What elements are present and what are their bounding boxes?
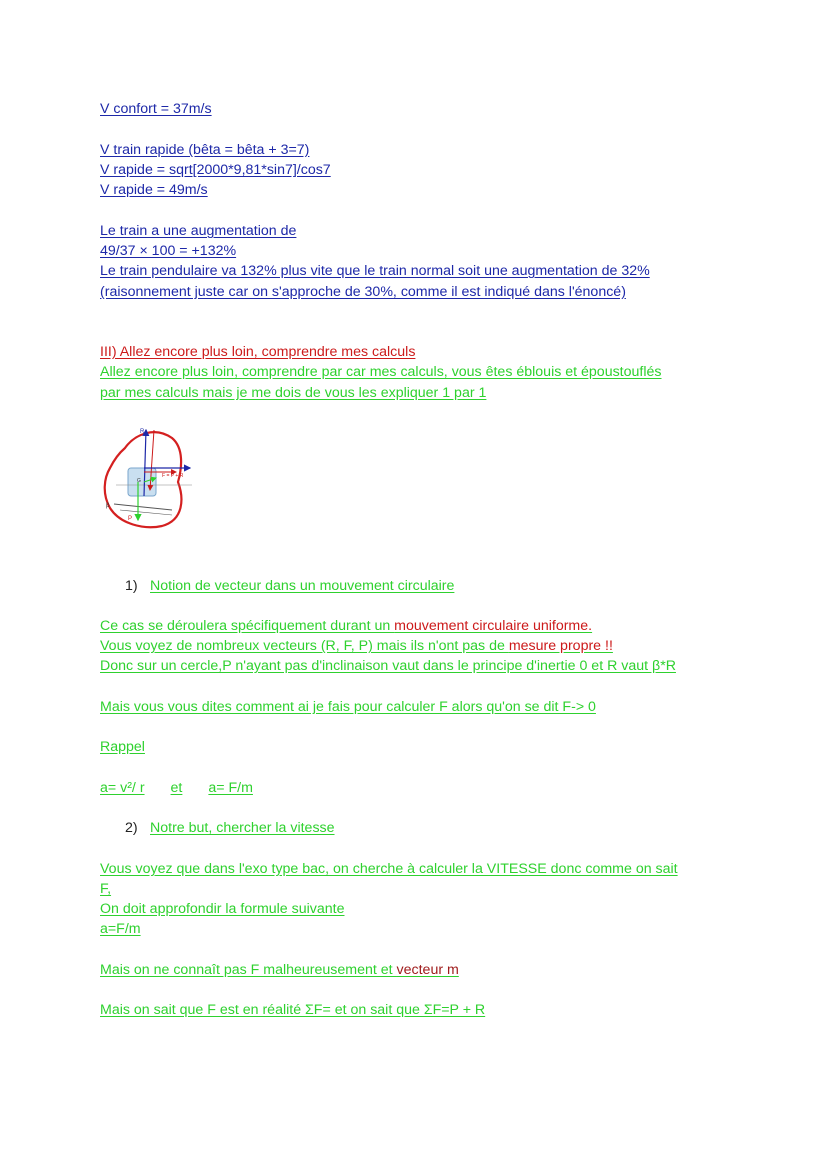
text-mcu-highlight: mouvement circulaire uniforme.	[394, 618, 593, 634]
text-vecteurs	[100, 637, 613, 655]
text-formula-a: a=F/m	[100, 921, 141, 937]
label-p: P	[128, 516, 133, 522]
section-paragraph-2: par mes calculs mais je me dois de vous les expliquer 1 par 1	[100, 385, 487, 401]
text-v-rapide-formula: V rapide = sqrt[2000*9,81*sin7]/cos7	[100, 162, 331, 178]
text-f: F,	[100, 881, 112, 897]
text-mcu-part-1: Ce cas se déroulera spécifiquement durant un	[100, 618, 395, 634]
text-vecteur-m: vecteur m	[396, 962, 459, 978]
label-g: G	[137, 478, 141, 484]
item-2-title: Notre but, chercher la vitesse	[150, 820, 335, 836]
text-vecteurs-part-1: Vous voyez de nombreux vecteurs (R, F, P) mais ils n'ont pas de	[100, 638, 509, 654]
item-1-title: Notion de vecteur dans un mouvement circulaire	[150, 578, 455, 594]
text-augmentation: Le train a une augmentation de	[100, 223, 297, 239]
label-beta: β	[106, 503, 110, 509]
text-ratio: 49/37 × 100 = +132%	[100, 243, 237, 259]
text-v-confort: V confort = 37m/s	[100, 101, 212, 117]
formula-et: et	[170, 780, 183, 796]
text-v-rapide-result: V rapide = 49m/s	[100, 182, 208, 198]
text-raisonnement: (raisonnement juste car on s'approche de 30%, comme il est indiqué dans l'énoncé)	[100, 284, 626, 300]
list-number-2: 2)	[125, 820, 138, 836]
formula-1: a= v²/ r	[100, 780, 145, 796]
text-somme-forces: Mais on sait que F est en réalité ΣF= et on sait que ΣF=P + R	[100, 1002, 486, 1018]
section-title: III) Allez encore plus loin, comprendre mes calculs	[100, 344, 416, 360]
text-approfondir: On doit approfondir la formule suivante	[100, 901, 345, 917]
text-v-train-rapide: V train rapide (bêta = bêta + 3=7)	[100, 142, 310, 158]
label-f: F = P + R	[162, 473, 184, 479]
text-connait-pas-part-1: Mais on ne connaît pas F malheureusement et	[100, 962, 397, 978]
text-connait-pas	[100, 961, 459, 979]
list-number-1: 1)	[125, 578, 138, 594]
text-rappel: Rappel	[100, 739, 145, 755]
text-mesure-propre: mesure propre !!	[508, 638, 613, 654]
text-calcul-f: Mais vous vous dites comment ai je fais pour calculer F alors qu'on se dit F-> 0	[100, 699, 596, 715]
text-cercle: Donc sur un cercle,P n'ayant pas d'inclinaison vaut dans le principe d'inertie 0 et R vaut β*R	[100, 658, 676, 674]
formula-2: a= F/m	[208, 780, 253, 796]
text-pendulaire: Le train pendulaire va 132% plus vite que le train normal soit une augmentation de 32%	[100, 263, 650, 279]
slope-line	[114, 504, 172, 510]
text-mcu	[100, 617, 592, 635]
text-vitesse: Vous voyez que dans l'exo type bac, on cherche à calculer la VITESSE donc comme on sait	[100, 861, 678, 877]
text-formulas	[100, 779, 253, 797]
force-diagram	[100, 420, 210, 540]
section-paragraph-1: Allez encore plus loin, comprendre par car mes calculs, vous êtes éblouis et époustouflés	[100, 364, 662, 380]
label-r: R	[140, 429, 145, 435]
